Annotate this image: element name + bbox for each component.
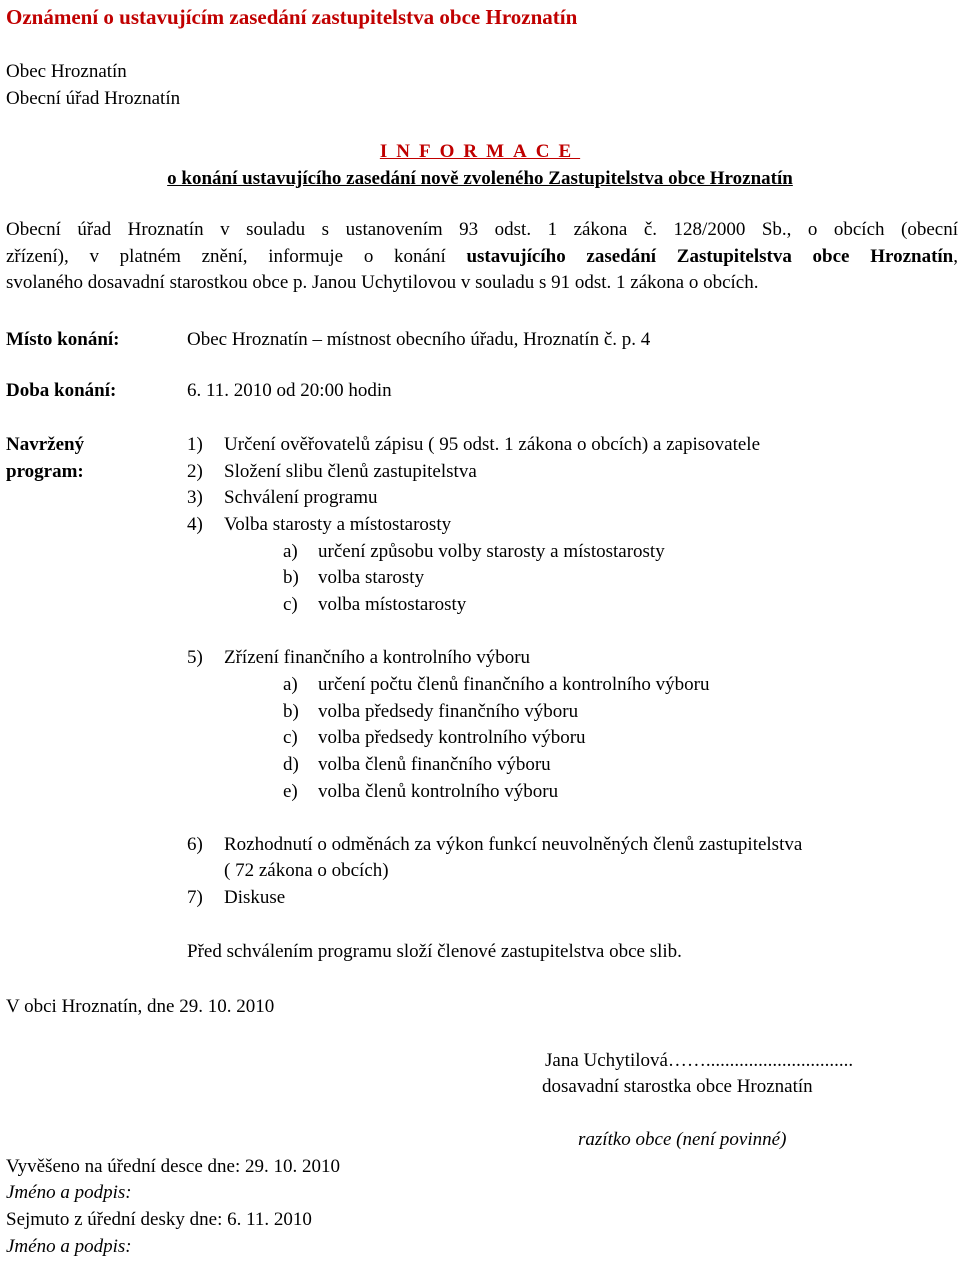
date-place: V obci Hroznatín, dne 29. 10. 2010 <box>6 996 275 1017</box>
item-text: volba předsedy kontrolního výboru <box>318 727 586 748</box>
page-title: Oznámení o ustavujícím zasedání zastupitelstva obce Hroznatín <box>6 5 578 29</box>
item-text: Volba starosty a místostarosty <box>224 514 452 535</box>
item-number: a) <box>283 541 298 562</box>
intro-line-3: svolaného dosavadní starostkou obce p. Janou Uchytilovou v souladu s 91 odst. 1 zákona o obcích. <box>6 272 759 294</box>
program-item <box>187 885 285 912</box>
item-text: určení počtu členů finančního a kontrolního výboru <box>318 674 710 695</box>
program-subitem <box>283 565 424 592</box>
document-heading: INFORMACE <box>379 141 581 162</box>
item-text: Diskuse <box>224 887 286 908</box>
posted-off: Sejmuto z úřední desky dne: 6. 11. 2010 <box>6 1209 312 1230</box>
program-label-1: Navržený <box>6 434 85 455</box>
intro-bold-text: ustavujícího zasedání Zastupitelstva obce Hroznatín <box>466 245 954 267</box>
item-number: a) <box>283 674 298 695</box>
item-text: ( 72 zákona o obcích) <box>224 860 389 881</box>
item-text: volba členů finančního výboru <box>318 754 551 775</box>
program-item <box>187 485 378 512</box>
item-number: b) <box>283 701 299 722</box>
item-number: 7) <box>187 887 203 908</box>
signature-name: Jana Uchytilová……............................... <box>545 1050 854 1071</box>
item-text: volba starosty <box>318 567 425 588</box>
item-text: určení způsobu volby starosty a místostarosty <box>318 541 665 562</box>
item-text: Schválení programu <box>224 487 378 508</box>
item-number: c) <box>283 594 298 615</box>
item-text: volba předsedy finančního výboru <box>318 701 579 722</box>
item-text: volba členů kontrolního výboru <box>318 781 559 802</box>
posted-on: Vyvěšeno na úřední desce dne: 29. 10. 2010 <box>6 1156 341 1177</box>
item-text: Složení slibu členů zastupitelstva <box>224 461 477 482</box>
program-subitem <box>283 752 551 779</box>
item-text: Určení ověřovatelů zápisu ( 95 odst. 1 zákona o obcích) a zapisovatele <box>224 434 761 455</box>
item-number: c) <box>283 727 298 748</box>
item-number: b) <box>283 567 299 588</box>
item-number: 2) <box>187 461 203 482</box>
intro-line-2-text: zřízení), v platném znění, informuje o konání <box>6 245 467 267</box>
intro-paragraph <box>6 217 958 297</box>
item-text: Rozhodnutí o odměnách za výkon funkcí neuvolněných členů zastupitelstva <box>224 834 803 855</box>
posted-off-signature: Jméno a podpis: <box>6 1236 132 1257</box>
program-subitem <box>283 539 665 566</box>
time-value: 6. 11. 2010 od 20:00 hodin <box>187 380 392 401</box>
signature-role: dosavadní starostka obce Hroznatín <box>542 1076 813 1097</box>
item-text: Zřízení finančního a kontrolního výboru <box>224 647 531 668</box>
stamp-note: razítko obce (není povinné) <box>578 1129 787 1150</box>
program-subitem <box>283 779 558 806</box>
item-number: 5) <box>187 647 203 668</box>
place-value: Obec Hroznatín – místnost obecního úřadu, Hroznatín č. p. 4 <box>187 329 651 350</box>
program-note: Před schválením programu složí členové zastupitelstva obce slib. <box>187 941 682 962</box>
item-number: d) <box>283 754 299 775</box>
header-municipality: Obec Hroznatín <box>6 61 127 82</box>
program-item-continuation <box>187 858 389 885</box>
program-label-2: program: <box>6 461 84 482</box>
item-number: 3) <box>187 487 203 508</box>
program-subitem <box>283 699 578 726</box>
item-text: volba místostarosty <box>318 594 467 615</box>
intro-line-1: Obecní úřad Hroznatín v souladu s ustanovením 93 odst. 1 zákona č. 128/2000 Sb., o obcích (obecní <box>6 219 958 240</box>
program-item <box>187 832 802 859</box>
document-subheading: o konání ustavujícího zasedání nově zvoleného Zastupitelstva obce Hroznatín <box>167 168 793 189</box>
header-office: Obecní úřad Hroznatín <box>6 88 181 109</box>
intro-comma: , <box>953 245 958 267</box>
program-subitem <box>283 592 466 619</box>
program-item <box>187 512 451 539</box>
posted-on-signature: Jméno a podpis: <box>6 1182 132 1203</box>
intro-line-2 <box>6 244 958 271</box>
item-number: 6) <box>187 834 203 855</box>
program-subitem <box>283 725 586 752</box>
time-label: Doba konání: <box>6 380 117 401</box>
program-item <box>187 645 530 672</box>
program-item <box>187 459 477 486</box>
program-subitem <box>283 672 710 699</box>
item-number: 1) <box>187 434 203 455</box>
item-number: 4) <box>187 514 203 535</box>
program-item <box>187 432 760 459</box>
item-number: e) <box>283 781 298 802</box>
place-label: Místo konání: <box>6 329 120 350</box>
